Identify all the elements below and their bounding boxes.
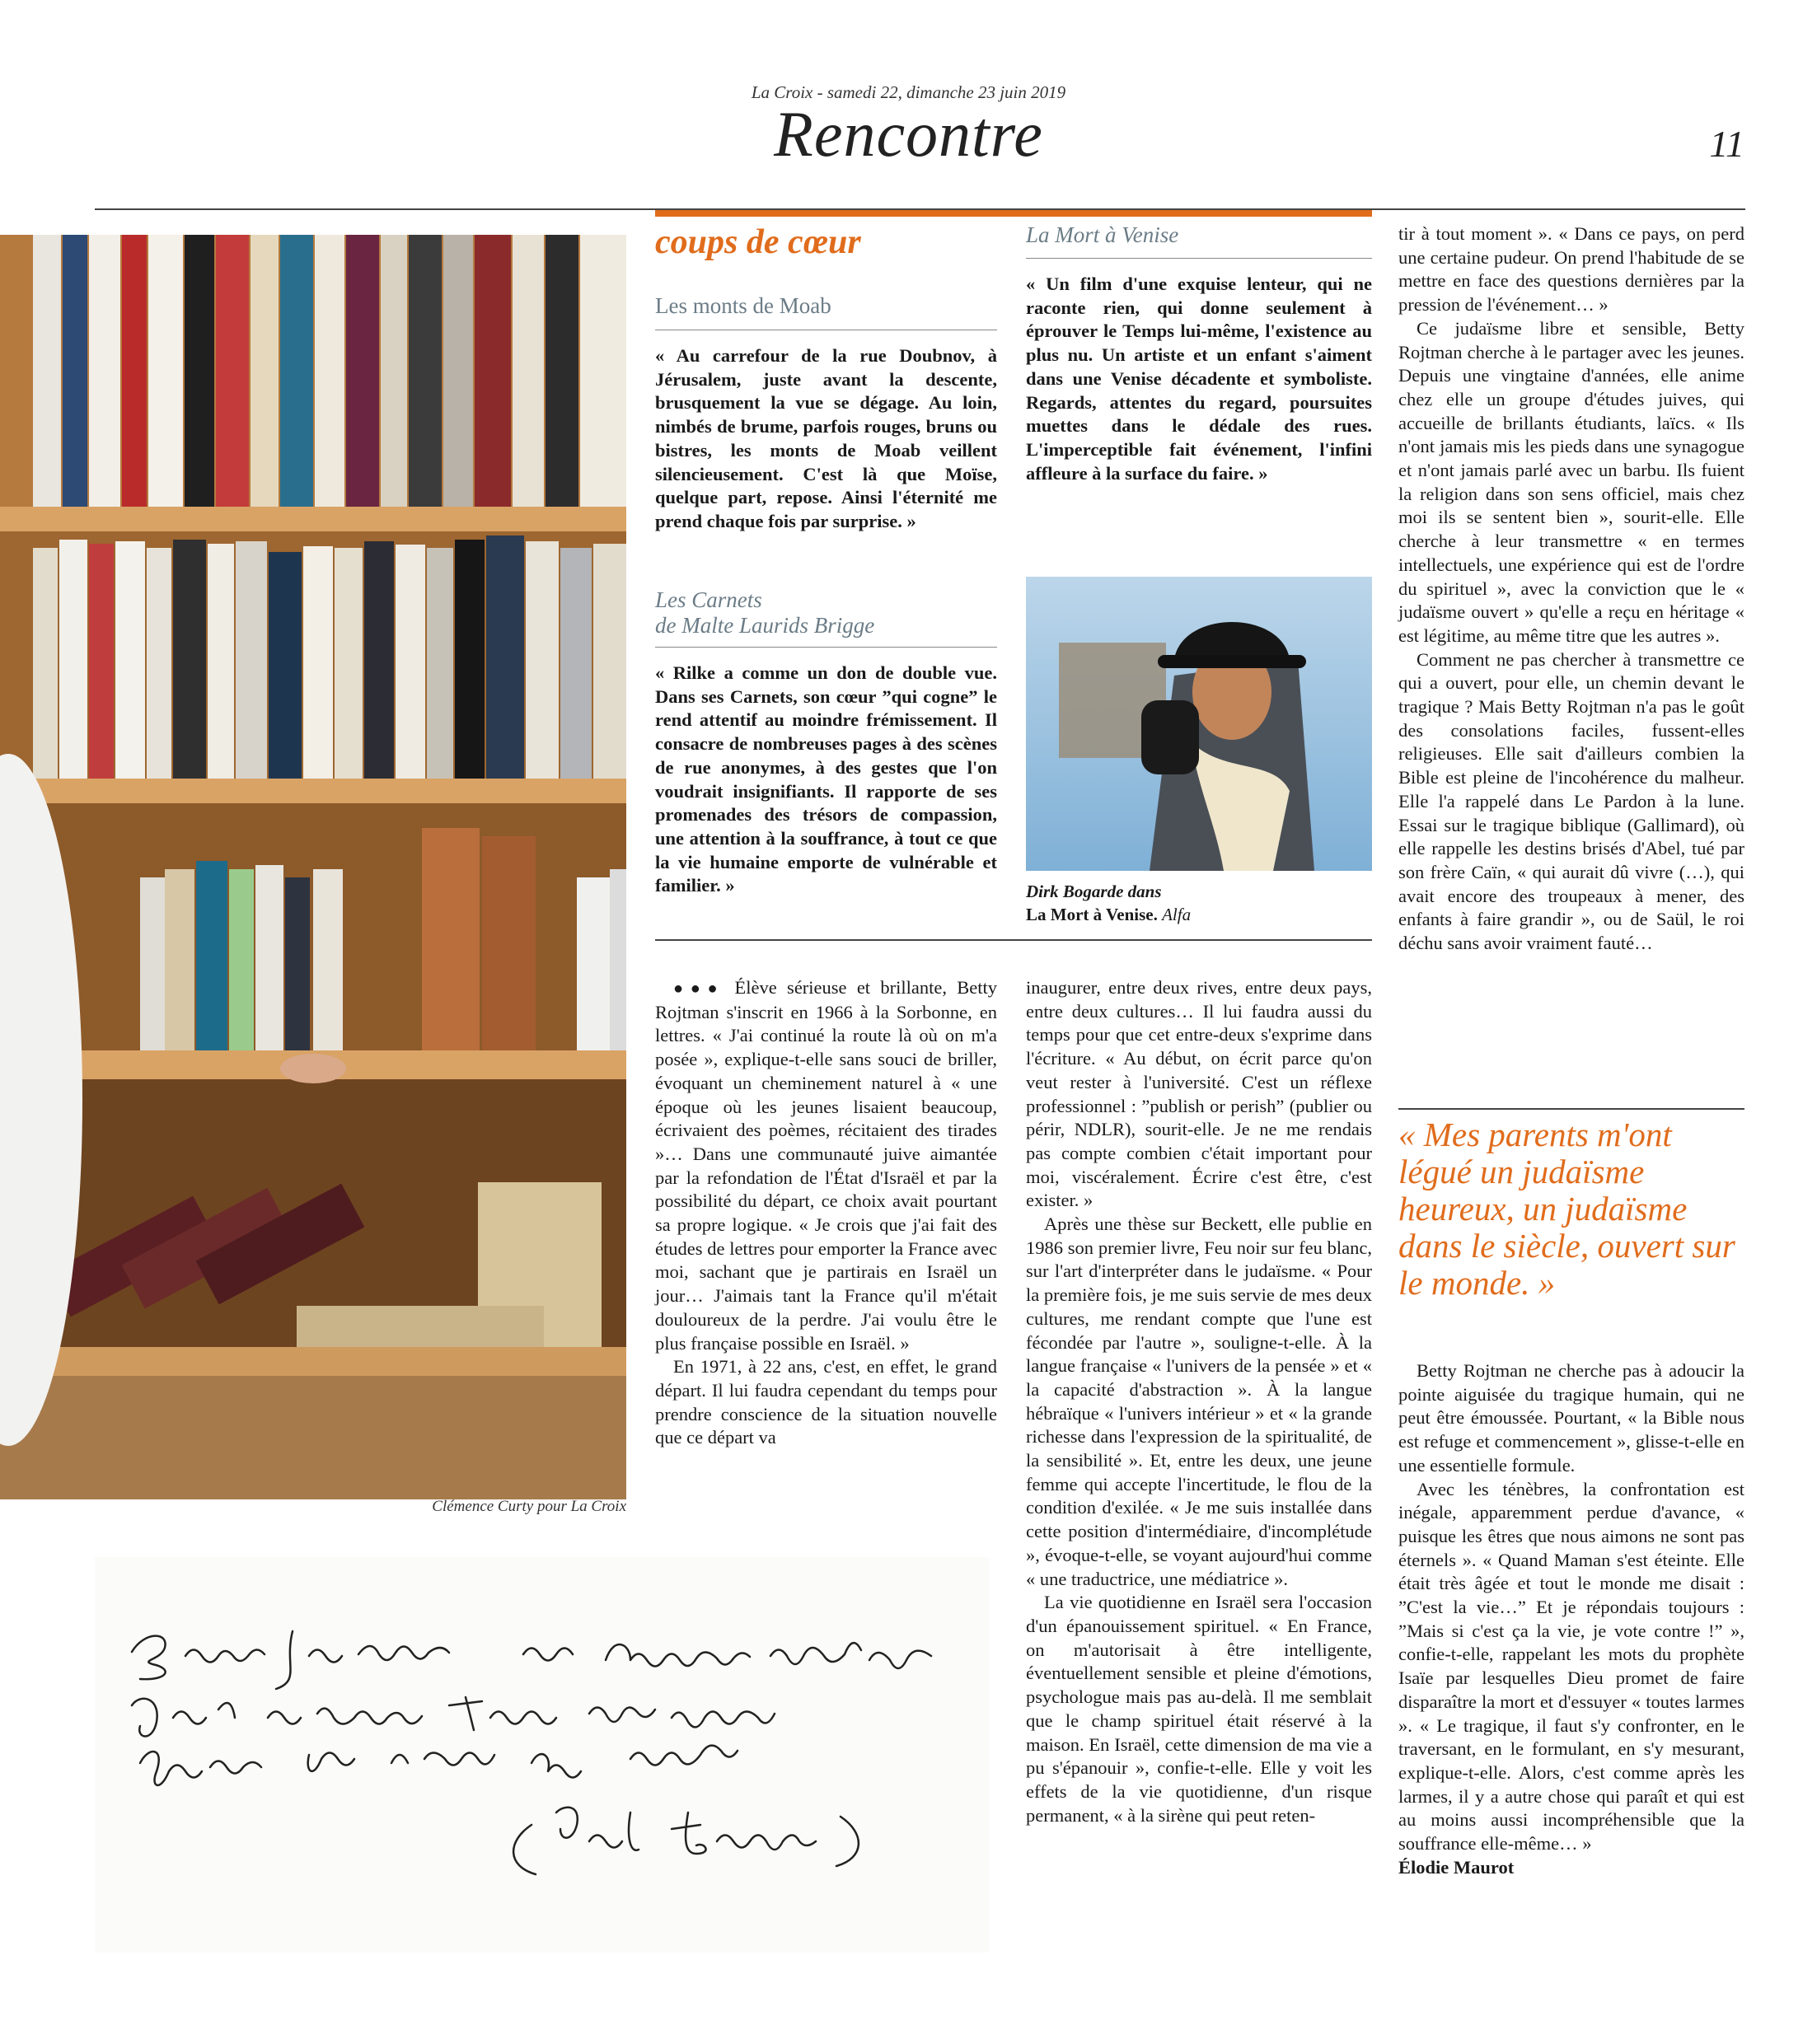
coups-de-coeur-kicker: coups de cœur <box>655 223 861 261</box>
col3-para-2: Ce judaïsme libre et sensible, Betty Rojtman cherche à le partager avec les jeunes. Depuis une vingtaine d'années, elle anime chez elle un groupe d'études juives, qui accueille de brillants étudiants, laïcs. « Ils n'ont jamais mis les pieds dans une synagogue et n'ont jamais parlé avec un barbu. Ils fuient la religion dans son sens officiel, mais chez moi ils se sentent bien », sourit-elle. Elle cherche à leur transmettre « en termes intellectuels, une expérience qui est de l'ordre du spirituel », avec la conviction que le « judaïsme ouvert » qu'elle a reçu en héritage « est légitime, au même titre que les autres ». <box>1398 317 1744 646</box>
film-caption <box>1026 880 1372 926</box>
item2-quote: « Rilke a comme un don de double vue. Dans ses Carnets, son cœur ”qui cogne” le rend attentif au moindre frémissement. Il consacre de nombreuses pages à des scènes de rue anonymes, à des gestes que l'on voudrait insignifiants. Il rapporte de ses promenades des trésors de compassion, une attention à la souffrance, à tout ce que la vie humaine emporte de vulnérable et familier. » <box>655 662 997 896</box>
caption-credit: Alfa <box>1162 905 1192 924</box>
film-still-photo <box>1026 577 1372 871</box>
handwritten-poem <box>95 1557 989 1953</box>
item1-quote: « Au carrefour de la rue Doubnov, à Jérusalem, juste avant la descente, brusquement la vue se dégage. Au loin, nimbés de brume, parfois rouges, bruns ou bistres, les monts de Moab veillent silencieusement. C'est là que Moïse, quelque part, repose. Ainsi l'éternité me prend chaque fois par surprise. » <box>655 345 997 531</box>
bookshelf-photo <box>0 235 626 1499</box>
coups-orange-bar <box>655 210 1372 217</box>
col3-para-1: tir à tout moment ». « Dans ce pays, on perd une certaine pudeur. On prend l'habitude de se mettre en face des questions dernières par la pression de l'événement… » <box>1398 223 1744 316</box>
bookshelf-illustration <box>0 235 626 1499</box>
col1-para-2: En 1971, à 22 ans, c'est, en effet, le grand départ. Il lui faudra cependant du temps pour prendre conscience de la situation nouvelle que ce départ va <box>655 1356 997 1448</box>
film-still-illustration <box>1026 577 1372 871</box>
col2-para-3: La vie quotidienne en Israël sera l'occasion d'un épanouissement spirituel. « En France, on m'autorisait à être intelligente, éventuellement sensible et pleine d'émotions, psychologue mais pas au-delà. Il me semblait que le champ spirituel était réservé à la maison. En Israël, cette dimension de ma vie a pu s'épanouir », confie-t-elle. Elle y voit les effets de la vie quotidienne, d'un risque permanent, « à la sirène qui peut reten- <box>1026 1592 1372 1826</box>
item3-rule <box>1026 258 1372 259</box>
item2-title-line2: de Malte Laurids Brigge <box>655 613 875 638</box>
col2-para-1: inaugurer, entre deux rives, entre deux pays, entre deux cultures… Il lui faudra aussi du temps pour que cet entre-deux s'exprime dans l'écriture. « Au début, on écrit parce qu'on veut rester à l'université. C'est un réflexe professionnel : ”publish or perish” (publier ou périr, NDLR), sourit-elle. Je ne me rendais pas compte combien c'était important pour moi, viscéralement. Écrire c'est être, c'est exister. » <box>1026 977 1372 1211</box>
section-title: Rencontre <box>774 98 1043 170</box>
col3b-para-1: Betty Rojtman ne cherche pas à adoucir la pointe aiguisée du tragique humain, qui ne peut être émoussée. Pourtant, « la Bible nous est refuge et commencement », glisse-t-elle en une essentielle formule. <box>1398 1360 1744 1476</box>
col3b-para-2: Avec les ténèbres, la confrontation est inégale, apparemment perdue d'avance, « puisque les êtres que nous aimons ne sont pas éternels ». « Quand Maman s'est éteinte. Elle était très âgée et tout le monde me disait : ”C'est la vie…” Et je répondais toujours : ”Mais si c'est ça la vie, je vote contre !” », confie-t-elle, rappelant les mots du prophète Isaïe par lesquelles Dieu promet de faire disparaître la mort et d'essuyer « toutes larmes ». « Le tragique, il faut s'y confronter, en le traversant, en le formulant, en s'y mesurant, explique-t-elle. Alors, c'est comme après les larmes, il y a autre chose qui paraît et qui est au moins aussi incompréhensible que la souffrance elle-même… » <box>1398 1478 1744 1855</box>
article-column-3b <box>1398 1359 1744 1879</box>
article-column-2 <box>1026 976 1372 1827</box>
date-line: La Croix - samedi 22, dimanche 23 juin 2019 <box>751 82 1066 102</box>
caption-line1: Dirk Bogarde dans <box>1026 882 1162 901</box>
pull-quote: « Mes parents m'ont légué un judaïsme heureux, un judaïsme dans le siècle, ouvert sur le monde. » <box>1398 1116 1735 1302</box>
item1-title: Les monts de Moab <box>655 293 831 318</box>
continuation-dots: ●●● <box>673 980 725 998</box>
col3-para-3: Comment ne pas chercher à transmettre ce qui a ouvert, pour elle, un chemin devant le tragique ? Mais Betty Rojtman n'a pas le goût des consolations faciles, fussent-elles religieuses. Elle sait d'ailleurs combien la Bible est pleine de l'incohérence du malheur. Elle l'a rappelé dans Le Pardon à la lune. Essai sur le tragique biblique (Gallimard), où elle rappelle les destins brisés d'Abel, tué par son frère Caïn, « qui aurait dû vivre (…), qui avait encore des troupeaux à mener, des enfants à faire grandir », ou de Saül, le roi déchu sans avoir vraiment fauté… <box>1398 648 1744 954</box>
handwriting-image <box>95 1557 989 1953</box>
item3-quote: « Un film d'une exquise lenteur, qui ne raconte rien, qui donne seulement à éprouver le Temps lui-même, l'existence au plus nu. Un artiste et un enfant s'aiment dans une Venise décadente et symboliste. Regards, attentes du regard, poursuites muettes dans le dédale des rues. L'imperceptible fait événement, l'infini affleure à la surface du faire. » <box>1026 274 1372 484</box>
col1-para-1: Élève sérieuse et brillante, Betty Rojtman s'inscrit en 1966 à la Sorbonne, en lettres. « J'ai continué la route là où on m'a posée », explique-t-elle sans souci de briller, évoquant un cheminement naturel à « une époque où les jeunes lisaient beaucoup, écrivaient des poèmes, récitaient des tirades »… Dans une communauté juive aimantée par la refondation de l'État d'Israël et par la possibilité du départ, ce choix avait pourtant sa propre logique. « Je crois que j'ai fait des études de lettres pour emporter la France avec moi, sachant que je partirais en Israël un jour… J'aimais tant la France qu'il m'était douloureux de la perdre. J'ai voulu être le plus française possible en Israël. » <box>655 977 997 1354</box>
article-column-1 <box>655 976 997 1450</box>
pullquote-rule <box>1398 1108 1744 1110</box>
article-column-3 <box>1398 222 1744 956</box>
item3-title: La Mort à Venise <box>1026 222 1179 247</box>
page-number: 11 <box>1709 123 1744 165</box>
coups-bottom-rule <box>655 939 1372 941</box>
photo-credit: Clémence Curty pour La Croix <box>432 1498 626 1515</box>
caption-line2: La Mort à Venise. <box>1026 905 1158 924</box>
col2-para-2: Après une thèse sur Beckett, elle publie en 1986 son premier livre, Feu noir sur feu blanc, sur l'art d'interpréter dans le judaïsme. « Pour la première fois, je me suis servie de mes deux cultures, me rendant compte que l'une est fécondée par l'autre », souligne-t-elle. À la langue française « l'univers de la pensée » et « la capacité d'abstraction ». À la langue hébraïque « l'univers intérieur » et « la grande richesse dans l'expression de la spiritualité, de la sensibilité ». Et, entre les deux, une jeune femme qui accepte l'incertitude, le flou de la condition d'exilée. « Je me suis installée dans cette position d'intermédiaire, d'incomplétude », évoque-t-elle, se voyant aujourd'hui comme « une traductrice, une médiatrice ». <box>1026 1214 1372 1589</box>
author-signature: Élodie Maurot <box>1398 1856 1515 1878</box>
item2-rule <box>655 647 997 648</box>
item2-title-line1: Les Carnets <box>655 587 762 612</box>
